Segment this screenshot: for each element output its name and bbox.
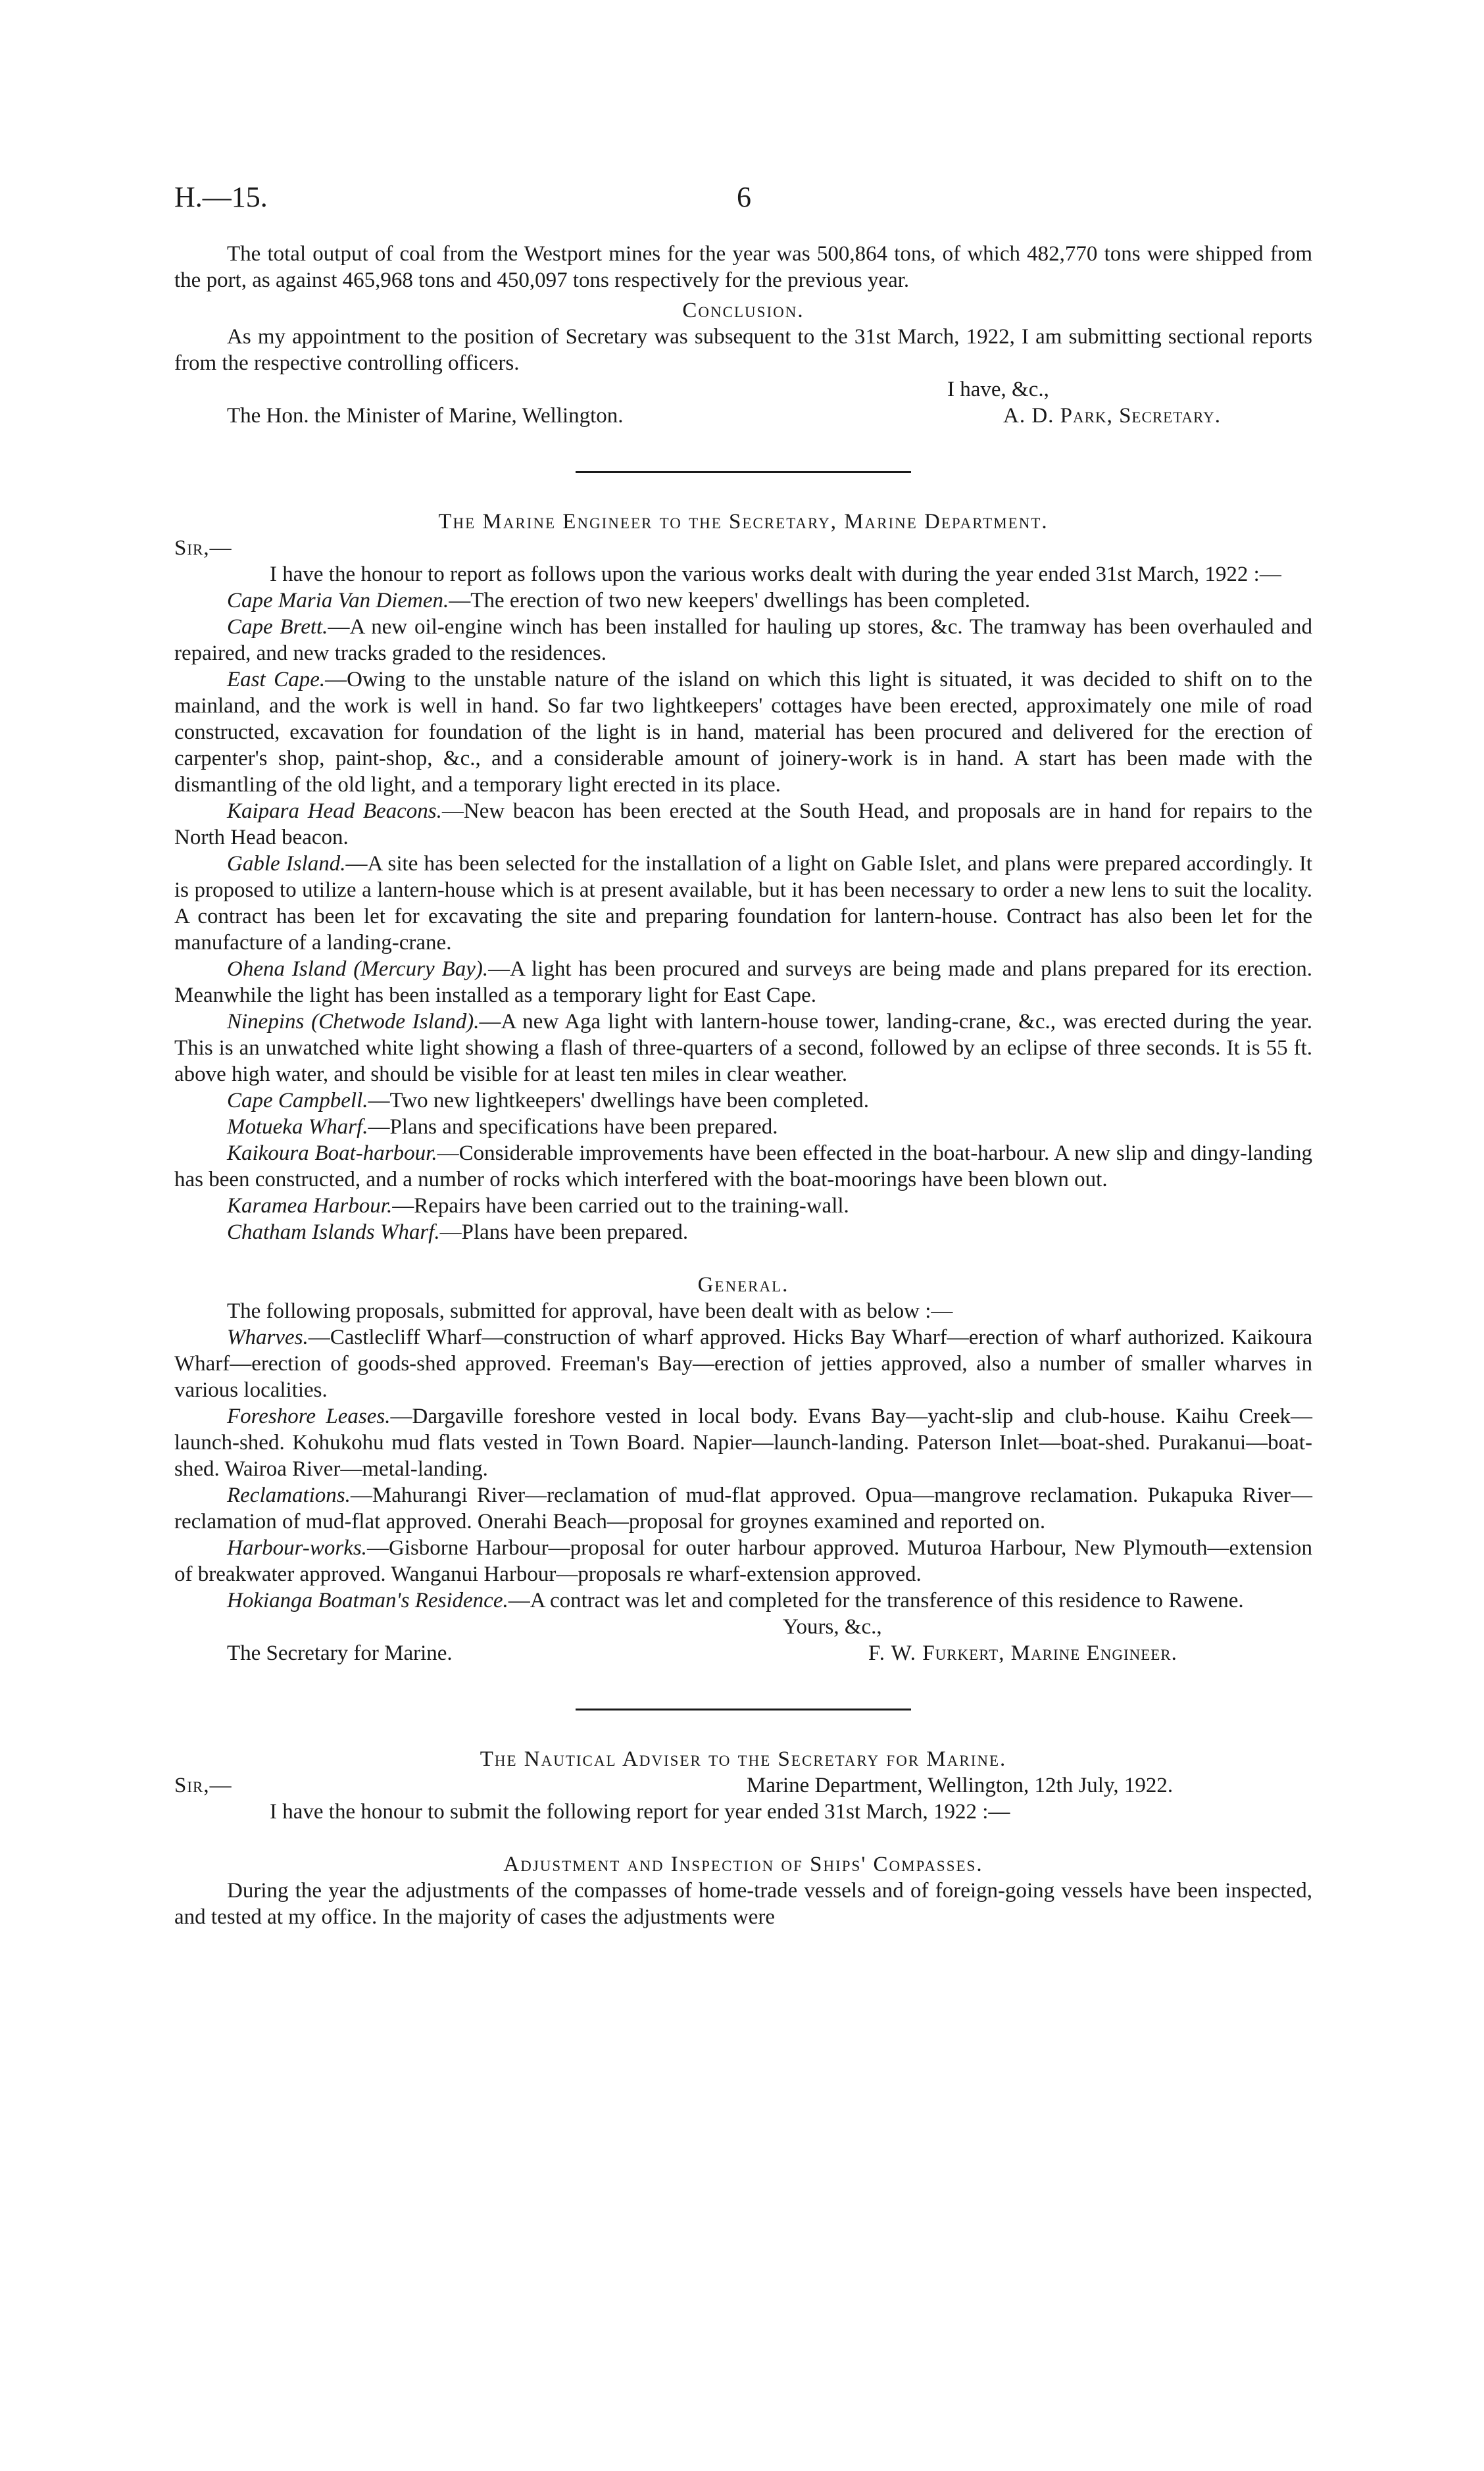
work-text: —Repairs have been carried out to the training-wall. <box>392 1194 849 1218</box>
work-item <box>174 798 1312 851</box>
work-text: —A new Aga light with lantern-house tower, landing-crane, &c., was erected during the year. This is an unwatched white light showing a flash of three-quarters of a second, followed by an eclipse of three seconds. It is 55 ft. above high water, and should be visible for at least ten miles in clear weather. <box>174 1010 1312 1086</box>
work-label: Kaipara Head Beacons. <box>227 799 442 823</box>
general-heading: General. <box>697 1273 789 1297</box>
work-text: —A site has been selected for the installation of a light on Gable Islet, and plans were prepared accordingly. It is proposed to utilize a lantern-house which is at present available, but it has been necessary to order a new lens to suit the locality. A contract has been let for excavating the site and preparing foundation for lantern-house. Contract has also been let for the manufacture of a landing-crane. <box>174 852 1312 955</box>
work-item <box>174 1114 1312 1140</box>
nautical-report-title: The Nautical Adviser to the Secretary for Marine. <box>480 1747 1007 1771</box>
work-label: Ohena Island (Mercury Bay). <box>227 957 489 981</box>
general-item <box>174 1324 1312 1403</box>
work-text: —Plans have been prepared. <box>439 1220 689 1244</box>
general-label: Wharves. <box>227 1326 309 1349</box>
document-reference: H.—15. <box>174 181 268 213</box>
hokianga-item <box>174 1587 1312 1614</box>
signatory: A. D. Park, Secretary. <box>1003 404 1221 428</box>
work-item <box>174 851 1312 956</box>
nautical-dateline: Marine Department, Wellington, 12th July, 1922. <box>747 1774 1174 1797</box>
engineer-signature-row <box>174 1640 1312 1666</box>
general-text: —Gisborne Harbour—proposal for outer harbour approved. Muturoa Harbour, New Plymouth—extension of breakwater approved. Wanganui Harbour—proposals re wharf-extension approved. <box>174 1536 1312 1586</box>
general-label: Foreshore Leases. <box>227 1405 391 1428</box>
engineer-report-title: The Marine Engineer to the Secretary, Marine Department. <box>438 510 1049 534</box>
addressee: The Hon. the Minister of Marine, Wellington. <box>227 404 624 428</box>
engineer-closing: Yours, &c., <box>783 1615 882 1639</box>
nautical-salutation-row <box>174 1772 1312 1799</box>
work-text: —Plans and specifications have been prepared. <box>368 1115 778 1139</box>
work-label: Kaikoura Boat-harbour. <box>227 1141 437 1165</box>
work-label: Karamea Harbour. <box>227 1194 393 1218</box>
work-text: —The erection of two new keepers' dwellings has been completed. <box>449 589 1031 612</box>
general-intro: The following proposals, submitted for approval, have been dealt with as below :— <box>227 1299 953 1323</box>
coal-output-paragraph: The total output of coal from the Westport mines for the year was 500,864 tons, of which 482,770 tons were shipped from the port, as against 465,968 tons and 450,097 tons respectively for the previous year. <box>174 242 1312 292</box>
compasses-heading: Adjustment and Inspection of Ships' Compasses. <box>503 1853 983 1876</box>
work-item <box>174 1193 1312 1219</box>
hokianga-label: Hokianga Boatman's Residence. <box>227 1589 508 1612</box>
closing-phrase: I have, &c., <box>947 378 1049 401</box>
general-item <box>174 1403 1312 1482</box>
general-label: Harbour-works. <box>227 1536 367 1560</box>
work-item <box>174 956 1312 1009</box>
hokianga-text: —A contract was let and completed for the transference of this residence to Rawene. <box>508 1589 1244 1612</box>
closing-row <box>174 376 1312 403</box>
general-text: —Dargaville foreshore vested in local body. Evans Bay—yacht-slip and club-house. Kaihu Creek—launch-shed. Kohukohu mud flats vested in Town Board. Napier—launch-landing. Paterson Inlet—boat-shed. Purakanui—boat-shed. Wairoa River—metal-landing. <box>174 1405 1312 1481</box>
nautical-salutation: Sir,— <box>174 1774 232 1797</box>
conclusion-heading: Conclusion. <box>682 299 804 322</box>
conclusion-paragraph: As my appointment to the position of Secretary was subsequent to the 31st March, 1922, I am submitting sectional reports from the respective controlling officers. <box>174 325 1312 375</box>
work-label: Cape Campbell. <box>227 1089 368 1112</box>
compasses-paragraph: During the year the adjustments of the compasses of home-trade vessels and of foreign-going vessels have been inspected, and tested at my office. In the majority of cases the adjustments were <box>174 1879 1312 1929</box>
work-label: Motueka Wharf. <box>227 1115 368 1139</box>
work-text: —A new oil-engine winch has been installed for hauling up stores, &c. The tramway has been overhauled and repaired, and new tracks graded to the residences. <box>174 615 1312 665</box>
work-item <box>174 1140 1312 1193</box>
work-item <box>174 587 1312 614</box>
engineer-closing-row <box>174 1614 1312 1640</box>
engineer-addressee: The Secretary for Marine. <box>227 1641 453 1665</box>
work-text: —Two new lightkeepers' dwellings have been completed. <box>368 1089 869 1112</box>
work-label: Ninepins (Chetwode Island). <box>227 1010 480 1034</box>
engineer-signatory: F. W. Furkert, Marine Engineer. <box>868 1641 1177 1665</box>
general-text: —Castlecliff Wharf—construction of wharf approved. Hicks Bay Wharf—erection of wharf authorized. Kaikoura Wharf—erection of goods-shed approved. Freeman's Bay—erection of jetties approved, also a number of smaller wharves in various localities. <box>174 1326 1312 1402</box>
work-text: —Owing to the unstable nature of the island on which this light is situated, it was decided to shift on to the mainland, and the work is well in hand. So far two lightkeepers' cottages have been erected, approximately one mile of road constructed, excavation for foundation of the light is in hand, material has been procured and delivered for the erection of carpenter's shop, paint-shop, &c., and a considerable amount of joinery-work is in hand. A start has been made with the dismantling of the old light, and a temporary light erected in its place. <box>174 668 1312 797</box>
work-item <box>174 666 1312 798</box>
general-label: Reclamations. <box>227 1484 351 1507</box>
general-item <box>174 1482 1312 1535</box>
work-label: Gable Island. <box>227 852 346 876</box>
work-item <box>174 1219 1312 1245</box>
work-text: —New beacon has been erected at the South Head, and proposals are in hand for repairs to the North Head beacon. <box>174 799 1313 849</box>
document-page <box>174 181 1313 1930</box>
engineer-salutation: Sir,— <box>174 536 232 560</box>
work-label: Chatham Islands Wharf. <box>227 1220 440 1244</box>
work-text: —Considerable improvements have been effected in the boat-harbour. A new slip and dingy-landing has been constructed, and a number of rocks which interfered with the boat-moorings have been blown out. <box>174 1141 1312 1191</box>
general-text: —Mahurangi River—reclamation of mud-flat approved. Opua—mangrove reclamation. Pukapuka River—reclamation of mud-flat approved. Onerahi Beach—proposal for groynes examined and reported on. <box>174 1484 1312 1534</box>
work-label: Cape Maria Van Diemen. <box>227 589 449 612</box>
nautical-opening: I have the honour to submit the following report for year ended 31st March, 1922 :— <box>270 1800 1010 1824</box>
work-text: —A light has been procured and surveys are being made and plans prepared for its erection. Meanwhile the light has been installed as a temporary light for East Cape. <box>174 957 1313 1007</box>
work-item <box>174 1087 1312 1114</box>
signature-row <box>174 403 1312 429</box>
work-label: East Cape. <box>227 668 326 691</box>
section-divider <box>576 471 911 473</box>
page-header <box>174 181 1312 224</box>
work-item <box>174 1009 1312 1087</box>
general-item <box>174 1535 1312 1587</box>
work-item <box>174 614 1312 666</box>
engineer-opening: I have the honour to report as follows upon the various works dealt with during the year ended 31st March, 1922 :— <box>270 562 1281 586</box>
work-label: Cape Brett. <box>227 615 328 639</box>
page-number: 6 <box>737 181 751 213</box>
section-divider <box>576 1709 911 1710</box>
